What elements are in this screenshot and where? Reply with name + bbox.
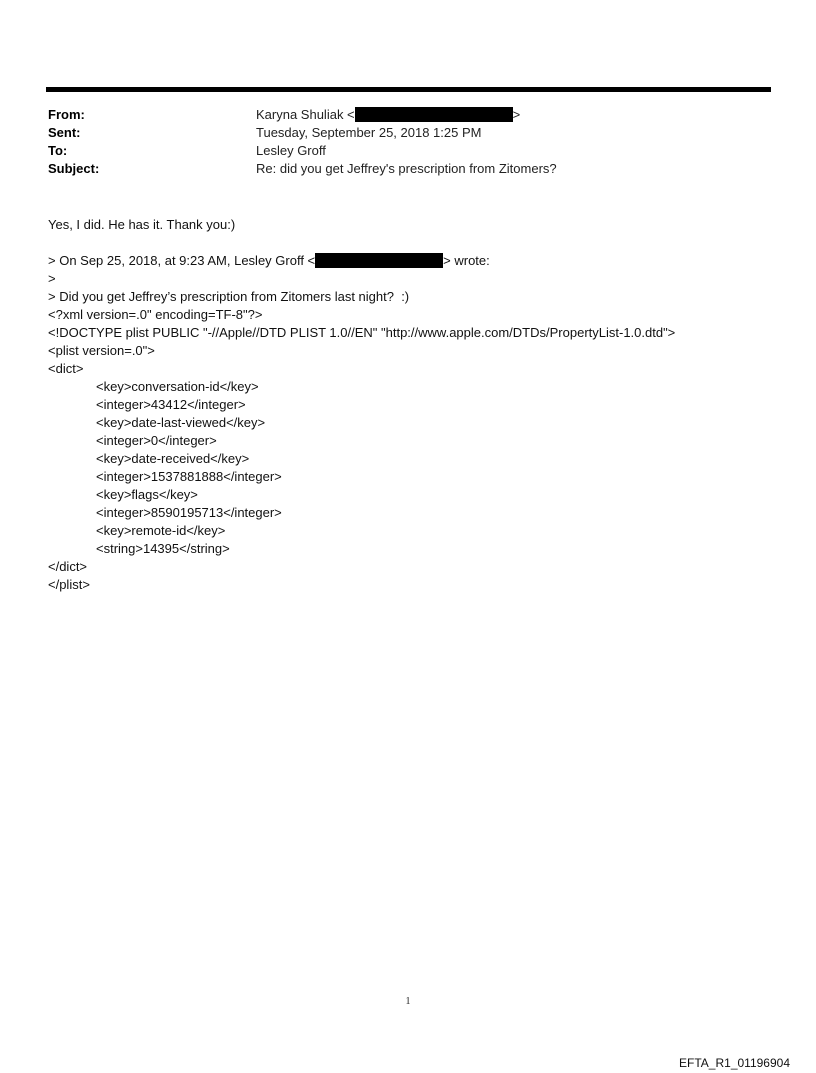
redaction-box bbox=[355, 107, 513, 122]
xml-declaration: <?xml version=.0" encoding=TF-8"?> bbox=[48, 307, 263, 322]
from-value bbox=[256, 106, 520, 124]
sent-value: Tuesday, September 25, 2018 1:25 PM bbox=[256, 125, 482, 140]
reply-text: Yes, I did. He has it. Thank you:) bbox=[48, 217, 236, 232]
dict-line: <integer>43412</integer> bbox=[96, 397, 246, 412]
quote-blank-line: > bbox=[48, 271, 56, 286]
dict-line: <key>date-received</key> bbox=[96, 451, 250, 466]
from-close: > bbox=[512, 107, 521, 122]
spacer bbox=[48, 234, 788, 252]
to-row bbox=[48, 142, 748, 160]
subject-value: Re: did you get Jeffrey's prescription from Zitomers? bbox=[256, 161, 557, 176]
quote-suffix: > wrote: bbox=[443, 253, 490, 268]
email-header bbox=[48, 106, 748, 178]
quote-question: > Did you get Jeffrey’s prescription from Zitomers last night? :) bbox=[48, 289, 410, 304]
dict-line: <key>remote-id</key> bbox=[96, 523, 226, 538]
subject-row bbox=[48, 160, 748, 178]
dict-open: <dict> bbox=[48, 361, 84, 376]
from-name: Karyna Shuliak < bbox=[256, 107, 355, 122]
quote-attribution bbox=[48, 252, 788, 270]
subject-label: Subject: bbox=[48, 161, 100, 176]
dict-close: </dict> bbox=[48, 559, 88, 574]
dict-line: <integer>1537881888</integer> bbox=[96, 469, 282, 484]
from-label: From: bbox=[48, 107, 85, 122]
plist-close: </plist> bbox=[48, 577, 90, 592]
email-body bbox=[48, 216, 788, 594]
quote-prefix: > On Sep 25, 2018, at 9:23 AM, Lesley Groff < bbox=[48, 253, 316, 268]
plist-open: <plist version=.0"> bbox=[48, 343, 155, 358]
dict-line: <key>conversation-id</key> bbox=[96, 379, 259, 394]
page-number: 1 bbox=[405, 996, 411, 1007]
to-value: Lesley Groff bbox=[256, 143, 326, 158]
to-label: To: bbox=[48, 143, 68, 158]
header-divider bbox=[46, 87, 771, 92]
redaction-box bbox=[315, 253, 443, 268]
bates-number: EFTA_R1_01196904 bbox=[679, 1056, 790, 1070]
from-row bbox=[48, 106, 748, 124]
dict-line: <string>14395</string> bbox=[96, 541, 230, 556]
dict-line: <integer>8590195713</integer> bbox=[96, 505, 282, 520]
plist-doctype: <!DOCTYPE plist PUBLIC "-//Apple//DTD PLIST 1.0//EN" "http://www.apple.com/DTDs/PropertyList-1.0.dtd"> bbox=[48, 325, 676, 340]
sent-label: Sent: bbox=[48, 125, 81, 140]
dict-line: <key>date-last-viewed</key> bbox=[96, 415, 266, 430]
dict-line: <integer>0</integer> bbox=[96, 433, 217, 448]
dict-line: <key>flags</key> bbox=[96, 487, 198, 502]
sent-row bbox=[48, 124, 748, 142]
